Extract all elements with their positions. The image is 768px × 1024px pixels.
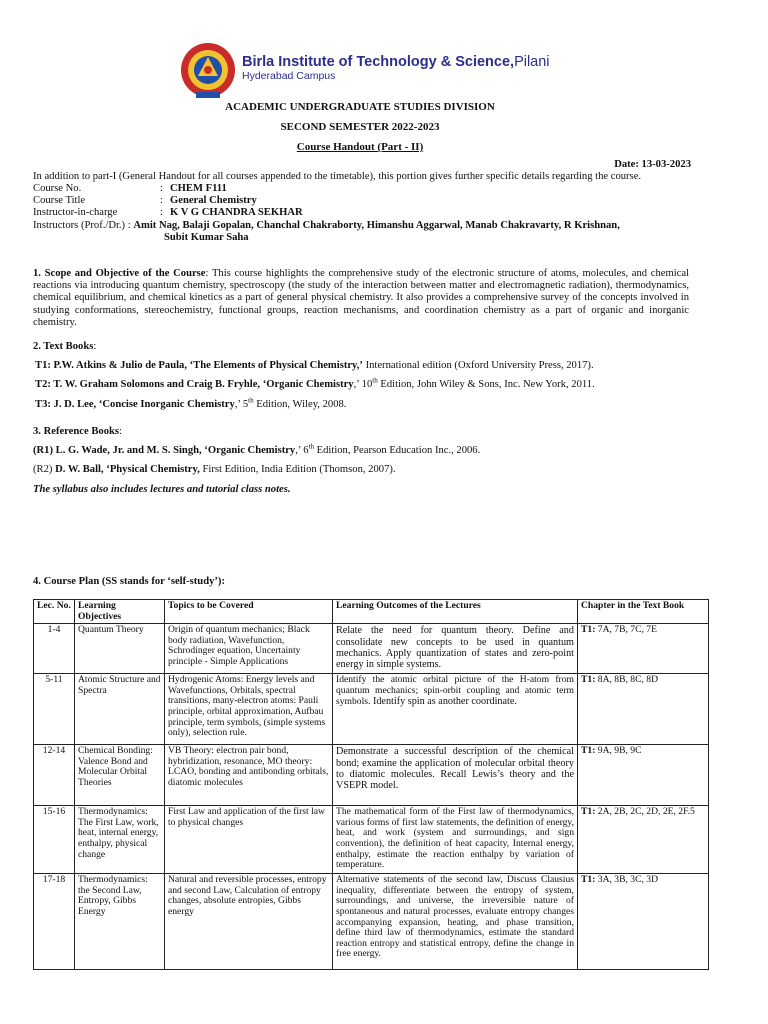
lec-no: 12-14 [34,745,75,806]
chapter: T1: 2A, 2B, 2C, 2D, 2E, 2F.5 [578,806,709,874]
scope-section: 1. Scope and Objective of the Course: This course highlights the comprehensive study of the electronic structure of atoms, molecules, and chemical reactions via introducing quantum chemistry, spectroscopy (the study of the interaction between matter and electromagnetic radiation), thermodynamics, chemical equilibrium, and chemical kinetics as a part of general physical chemistry. It also provides a comprehensive survey of the concepts involved in studying conformations, stereochemistry, functional groups, reaction mechanisms, and coordination chemistry as a part of organic and inorganic chemistry. [33,268,690,328]
handout-title: Course Handout (Part - II) [296,141,424,153]
course-title-row: Course Title : General Chemistry [33,195,257,207]
topics: Natural and reversible processes, entropy and second Law, Calculation of entropy changes, absolute entropies, Gibbs energy [165,874,333,970]
topics: Hydrogenic Atoms: Energy levels and Wavefunctions, Orbitals, spectral transitions, many-electron atoms: Pauli principle, orbital approximation, Aufbau principle, term symbols, (simple systems only), selection rule. [165,674,333,745]
learning-objective: Thermodynamics: the Second Law, Entropy, Gibbs Energy [75,874,165,970]
institute-logo [178,40,550,104]
chapter: T1: 7A, 7B, 7C, 7E [578,624,709,674]
lec-no: 17-18 [34,874,75,970]
chapter: T1: 8A, 8B, 8C, 8D [578,674,709,745]
table-row [34,874,709,970]
table-row [34,624,709,674]
outcomes: Identify the atomic orbital picture of the H-atom from quantum mechanics; spin-orbit coupling and atomic term symbols. Identify spin as another coordinate. [333,674,578,745]
lec-no: 1-4 [34,624,75,674]
bits-emblem-icon [178,40,238,102]
textbooks-heading: 2. Text Books: [33,341,97,352]
topics: Origin of quantum mechanics; Black body radiation, Wavefunction, Schrodinger equation, Uncertainty principle - Simple Applications [165,624,333,674]
reference-r2: (R2) D. W. Ball, ‘Physical Chemistry, First Edition, India Edition (Thomson, 2007). [33,464,396,475]
campus-name: Hyderabad Campus [242,70,336,82]
instructor-in-charge-row: Instructor-in-charge : K V G CHANDRA SEKHAR [33,207,303,219]
instructors-row: Instructors (Prof./Dr.) : Amit Nag, Balaji Gopalan, Chanchal Chakraborty, Himanshu Aggarwal, Manab Chakravarty, R Krishnan, [33,219,620,231]
reference-r1: (R1) L. G. Wade, Jr. and M. S. Singh, ‘Organic Chemistry,’ 6th Edition, Pearson Education Inc., 2006. [33,442,481,456]
table-row [34,806,709,874]
outcomes: The mathematical form of the First law of thermodynamics, various forms of first law statements, the definition of energy, heat, and work (system and surroundings, and sign convention), the definition of heat capacity, Internal energy, enthalpy, estimate the reaction enthalpy by variation of temperature. [333,806,578,874]
chapter: T1: 9A, 9B, 9C [578,745,709,806]
learning-objective: Atomic Structure and Spectra [75,674,165,745]
topics: First Law and application of the first law to physical changes [165,806,333,874]
outcomes: Alternative statements of the second law, Discuss Clausius inequality, differentiate between the entropy of system, surroundings, and universe, the irreversible nature of spontaneous and natural processes, evaluate entropy changes accompanying expansion, heating, and phase transition, define third law of thermodynamics, estimate the standard reaction entropy and statistical entropy, define the change in free energy. [333,874,578,970]
col-header: Chapter in the Text Book [578,600,709,624]
lec-no: 5-11 [34,674,75,745]
outcomes: Relate the need for quantum theory. Define and consolidate new concepts to be used in quantum mechanics. Apply quantization of states and zero-point energy in simple systems. [333,624,578,674]
table-row [34,674,709,745]
learning-objective: Quantum Theory [75,624,165,674]
table-row [34,745,709,806]
course-plan-heading: 4. Course Plan (SS stands for ‘self-study’): [33,576,225,587]
learning-objective: Thermodynamics: The First Law, work, heat, internal energy, enthalpy, physical change [75,806,165,874]
instructors-row-cont: Subit Kumar Saha [164,231,249,243]
col-header: Learning Objectives [75,600,165,624]
chapter: T1: 3A, 3B, 3C, 3D [578,874,709,970]
institute-name: Birla Institute of Technology & Science,Pilani [242,54,550,70]
learning-objective: Chemical Bonding: Valence Bond and Molecular Orbital Theories [75,745,165,806]
textbook-t3: T3: J. D. Lee, ‘Concise Inorganic Chemistry,’ 5th Edition, Wiley, 2008. [35,396,347,410]
col-header: Learning Outcomes of the Lectures [333,600,578,624]
semester-heading: SECOND SEMESTER 2022-2023 [280,121,440,133]
division-heading: ACADEMIC UNDERGRADUATE STUDIES DIVISION [225,101,495,113]
topics: VB Theory: electron pair bond, hybridization, resonance, MO theory: LCAO, bonding and antibonding orbitals, diatomic molecules [165,745,333,806]
syllabus-note: The syllabus also includes lectures and tutorial class notes. [33,484,291,495]
intro-text: In addition to part-I (General Handout for all courses appended to the timetable), this portion gives further specific details regarding the course. [33,171,642,182]
course-no-row: Course No. : CHEM F111 [33,183,227,194]
handout-date: Date: 13-03-2023 [614,159,691,170]
col-header: Topics to be Covered [165,600,333,624]
references-heading: 3. Reference Books: [33,426,122,437]
course-details [33,183,713,244]
outcomes: Demonstrate a successful description of the chemical bond; examine the application of molecular orbital theory to diatomic molecules. Recall Lewis’s theory and the VSEPR model. [333,745,578,806]
textbook-t1: T1: P.W. Atkins & Julio de Paula, ‘The Elements of Physical Chemistry,’ International edition (Oxford University Press, 2017). [35,360,594,371]
textbook-t2: T2: T. W. Graham Solomons and Craig B. Fryhle, ‘Organic Chemistry,’ 10th Edition, John Wiley & Sons, Inc. New York, 2011. [35,376,595,390]
col-header: Lec. No. [34,600,75,624]
table-header-row [34,600,709,624]
lec-no: 15-16 [34,806,75,874]
course-plan-table [33,599,709,970]
